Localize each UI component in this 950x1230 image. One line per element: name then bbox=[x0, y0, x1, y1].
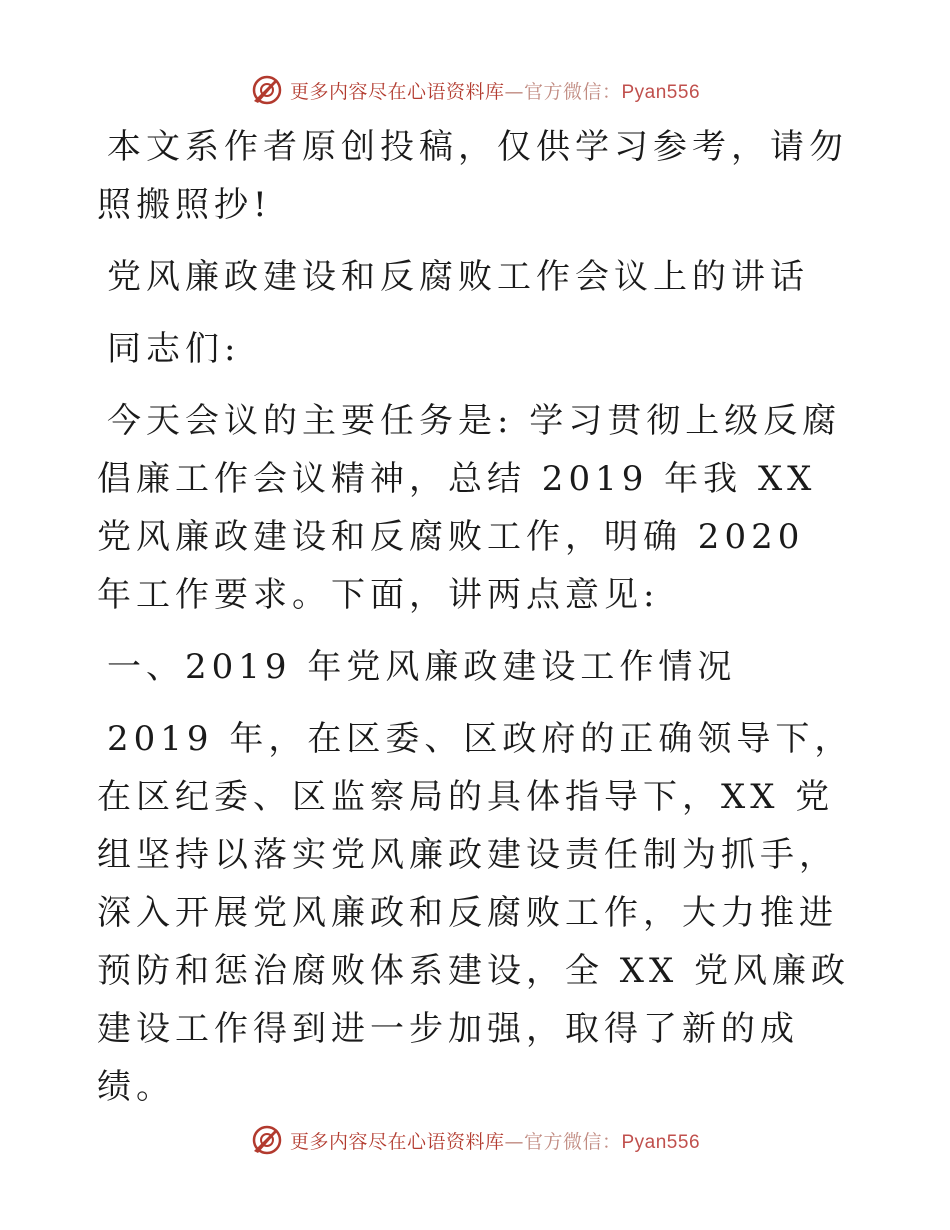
disclaimer: 本文系作者原创投稿，仅供学习参考，请勿照搬照抄! bbox=[97, 127, 848, 225]
banner-dash: — bbox=[504, 80, 524, 103]
banner-dash: — bbox=[504, 1130, 524, 1153]
banner-main-text: 更多内容尽在心语资料库 bbox=[289, 80, 505, 103]
banner-wechat-label: 官方微信： bbox=[523, 1130, 622, 1153]
document-body bbox=[97, 118, 857, 1130]
banner-wechat-label: 官方微信： bbox=[523, 80, 622, 103]
intro-paragraph: 今天会议的主要任务是: 学习贯彻上级反腐倡廉工作会议精神，总结 2019 年我 XX 党风廉政建设和反腐败工作，明确 2020 年工作要求。下面，讲两点意见: bbox=[97, 401, 842, 615]
logo-icon bbox=[250, 1123, 284, 1157]
section1-heading: 一、2019 年党风廉政建设工作情况 bbox=[107, 647, 737, 687]
banner-main-text: 更多内容尽在心语资料库 bbox=[289, 1130, 505, 1153]
speech-title: 党风廉政建设和反腐败工作会议上的讲话 bbox=[107, 257, 809, 297]
logo-icon bbox=[250, 73, 284, 107]
salutation: 同志们: bbox=[107, 329, 241, 369]
header-banner bbox=[0, 70, 950, 110]
banner-wechat-id: Pyan556 bbox=[621, 81, 701, 103]
section1-paragraph: 2019 年，在区委、区政府的正确领导下，在区纪委、区监察局的具体指导下，XX 党组坚持以落实党风廉政建设责任制为抓手，深入开展党风廉政和反腐败工作，大力推进预防和惩治腐败体系建设，全 XX 党风廉政建设工作得到进一步加强，取得了新的成绩。 bbox=[97, 719, 854, 1107]
banner-wechat-id: Pyan556 bbox=[621, 1131, 701, 1153]
footer-banner bbox=[0, 1120, 950, 1160]
